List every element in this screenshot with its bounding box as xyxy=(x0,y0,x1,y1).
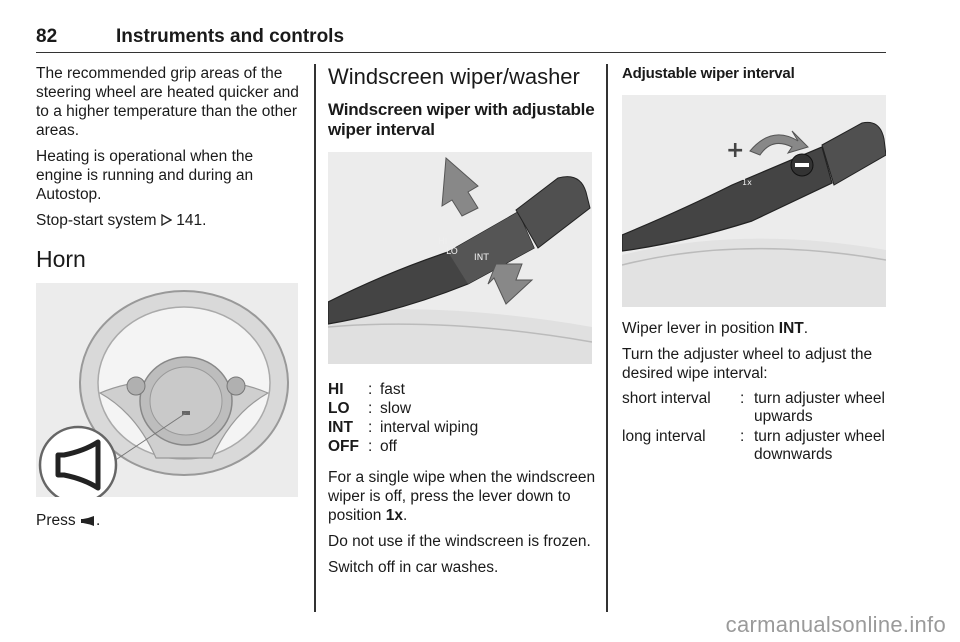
page-reference[interactable]: 141 xyxy=(176,212,203,229)
wiper-positions-list xyxy=(328,380,596,456)
horn-icon xyxy=(80,516,96,526)
section-title: Instruments and controls xyxy=(116,26,345,47)
column-1 xyxy=(36,64,302,537)
adjustable-interval-heading: Adjustable wiper interval xyxy=(622,65,795,82)
page-header xyxy=(36,22,886,53)
steering-wheel-image xyxy=(36,283,298,497)
paragraph: Heating is operational when the engine is running and during an Autostop. xyxy=(36,148,254,203)
svg-text:LO: LO xyxy=(446,247,458,257)
press-horn-paragraph: Press . xyxy=(36,512,101,529)
wiper-heading: Windscreen wiper/washer xyxy=(328,64,580,89)
paragraph: The recommended grip areas of the steering wheel are heated quicker and to a higher temperature than the other areas. xyxy=(36,65,299,139)
column-divider xyxy=(606,64,608,612)
reference-paragraph: Stop-start system 141. xyxy=(36,212,207,229)
list-item: OFF : off xyxy=(328,438,397,455)
arrow-reference-icon xyxy=(161,214,172,226)
list-item: HI : fast xyxy=(328,381,405,398)
interval-list xyxy=(622,390,890,464)
wiper-subheading: Windscreen wiper with adjustable wiper interval xyxy=(328,100,595,139)
lever-position-paragraph: Wiper lever in position INT. xyxy=(622,320,809,337)
adjuster-wheel-image xyxy=(622,95,886,307)
list-item: LO : slow xyxy=(328,400,412,417)
watermark: carmanualsonline.info xyxy=(725,612,946,637)
column-3 xyxy=(622,64,890,464)
svg-text:1x: 1x xyxy=(742,178,752,187)
horn-heading: Horn xyxy=(36,246,86,272)
list-item: long interval : turn adjuster wheel downwards xyxy=(622,428,885,463)
single-wipe-paragraph: For a single wipe when the windscreen wiper is off, press the lever down to position 1x. xyxy=(328,469,596,524)
page-number: 82 xyxy=(36,26,58,47)
svg-text:+: + xyxy=(726,138,745,163)
paragraph: Switch off in car washes. xyxy=(328,559,499,576)
paragraph: Turn the adjuster wheel to adjust the desired wipe interval: xyxy=(622,346,873,382)
list-item: INT : interval wiping xyxy=(328,419,479,436)
svg-text:HI: HI xyxy=(438,237,448,247)
column-divider xyxy=(314,64,316,612)
column-2 xyxy=(328,64,596,584)
svg-text:INT: INT xyxy=(474,253,489,263)
wiper-lever-image xyxy=(328,152,592,364)
list-item: short interval : turn adjuster wheel upwards xyxy=(622,390,885,425)
paragraph: Do not use if the windscreen is frozen. xyxy=(328,533,591,550)
